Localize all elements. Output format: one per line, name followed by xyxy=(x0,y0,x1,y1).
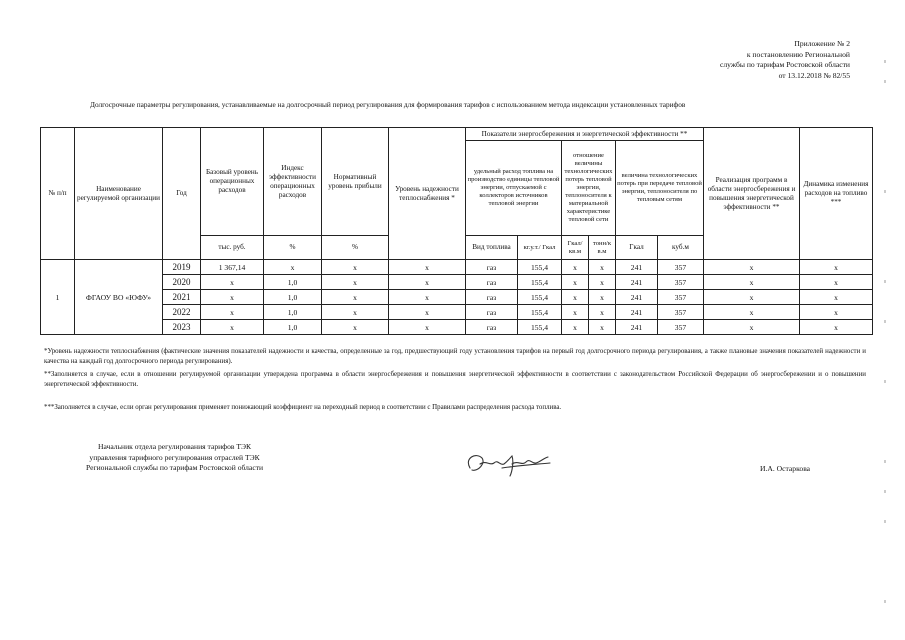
cell-base: х xyxy=(201,290,264,305)
cell-reliability: х xyxy=(389,320,466,335)
signatory-line: Региональной службы по тарифам Ростовской области xyxy=(86,463,264,473)
cell-reliability: х xyxy=(389,290,466,305)
cell-profit: х xyxy=(322,260,389,275)
cell-fuel: 155,4 xyxy=(518,260,562,275)
cell-ratio-gcal: х xyxy=(562,305,589,320)
cell-program: х xyxy=(704,320,800,335)
cell-ratio-ton: х xyxy=(589,305,616,320)
header-fuel-consumption: удельный расход топлива на производство единицы тепловой энергии, отпускаемой с коллекторов источников тепловой энергии xyxy=(466,141,562,236)
signatory-line: Начальник отдела регулирования тарифов ТЭК xyxy=(97,442,252,451)
cell-fuel: 155,4 xyxy=(518,290,562,305)
header-fuel-dynamics: Динамика изменения расходов на топливо *** xyxy=(800,128,873,260)
appendix-line: к постановлению Региональной xyxy=(746,49,850,59)
cell-program: х xyxy=(704,290,800,305)
cell-ratio-ton: х xyxy=(589,320,616,335)
cell-loss-gcal: 241 xyxy=(616,260,658,275)
org-number: 1 xyxy=(41,260,75,335)
appendix-line: Приложение № 2 xyxy=(794,39,850,48)
header-year: Год xyxy=(163,128,201,260)
unit-fuel: кг.у.т./ Гкал xyxy=(518,236,562,260)
header-efficiency-index: Индекс эффективности операционных расходов xyxy=(264,128,322,236)
cell-ratio-gcal: х xyxy=(562,320,589,335)
cell-loss-m3: 357 xyxy=(658,305,704,320)
cell-index: 1,0 xyxy=(264,290,322,305)
cell-base: 1 367,14 xyxy=(201,260,264,275)
cell-loss-gcal: 241 xyxy=(616,290,658,305)
header-loss-ratio: отношение величины технологических потерь тепловой энергии, теплоносителя к материальной характеристике тепловой сети xyxy=(562,141,616,236)
header-num: № п/п xyxy=(41,128,75,260)
cell-fuel-type: газ xyxy=(466,260,518,275)
parameters-table xyxy=(40,127,873,335)
cell-profit: х xyxy=(322,305,389,320)
header-org: Наименование регулируемой организации xyxy=(75,128,163,260)
unit-loss-gcal: Гкал xyxy=(616,236,658,260)
cell-loss-gcal: 241 xyxy=(616,320,658,335)
unit-loss-m3: куб.м xyxy=(658,236,704,260)
cell-loss-m3: 357 xyxy=(658,320,704,335)
cell-index: 1,0 xyxy=(264,275,322,290)
table-row xyxy=(41,320,873,335)
cell-index: 1,0 xyxy=(264,320,322,335)
cell-fuel-type: газ xyxy=(466,320,518,335)
cell-index: х xyxy=(264,260,322,275)
cell-reliability: х xyxy=(389,275,466,290)
cell-index: 1,0 xyxy=(264,305,322,320)
unit-ratio-gcal: Гкал/ кв.м xyxy=(562,236,589,260)
signatory-name: И.А. Остаркова xyxy=(760,464,811,473)
cell-loss-gcal: 241 xyxy=(616,275,658,290)
cell-ratio-gcal: х xyxy=(562,290,589,305)
signatory-line: управления тарифного регулирования отраслей ТЭК xyxy=(89,452,260,462)
cell-loss-gcal: 241 xyxy=(616,305,658,320)
header-energy-group: Показатели энергосбережения и энергетической эффективности ** xyxy=(466,128,704,141)
unit-ratio-ton: тонн/к в.м xyxy=(589,236,616,260)
cell-dynamics: х xyxy=(800,290,873,305)
cell-year: 2022 xyxy=(163,305,201,320)
org-name: ФГАОУ ВО «ЮФУ» xyxy=(75,260,163,335)
table-row xyxy=(41,290,873,305)
footnote-reliability: *Уровень надежности теплоснабжения (фактические значения показателей надежности и качества, определенные за год, предшествующий году установления тарифов на первый год долгосрочного периода регулирования, а также плановые значения показателей надежности и качества на каждый год долгосрочного периода регулирования). xyxy=(44,348,866,365)
cell-profit: х xyxy=(322,290,389,305)
cell-fuel: 155,4 xyxy=(518,305,562,320)
cell-base: х xyxy=(201,305,264,320)
cell-year: 2019 xyxy=(163,260,201,275)
signatory-position xyxy=(86,442,263,474)
cell-dynamics: х xyxy=(800,260,873,275)
scan-margin-marks xyxy=(880,20,890,620)
cell-fuel-type: газ xyxy=(466,305,518,320)
unit-index: % xyxy=(264,236,322,260)
cell-year: 2023 xyxy=(163,320,201,335)
header-reliability: Уровень надежности теплоснабжения * xyxy=(389,128,466,260)
cell-dynamics: х xyxy=(800,305,873,320)
cell-base: х xyxy=(201,320,264,335)
cell-dynamics: х xyxy=(800,275,873,290)
header-base-costs: Базовый уровень операционных расходов xyxy=(201,128,264,236)
cell-fuel-type: газ xyxy=(466,290,518,305)
cell-ratio-gcal: х xyxy=(562,260,589,275)
footnote-energy-program: **Заполняется в случае, если в отношении регулируемой организации утверждена программа в области энергосбережения и повышения энергетической эффективности в соответствии с законодательством Российской Федерации об энергосбережении и о повышении энергетической эффективности. xyxy=(44,371,866,388)
cell-ratio-ton: х xyxy=(589,260,616,275)
header-loss-value: величина технологических потерь при передаче тепловой энергии, теплоносителя по тепловым сетям xyxy=(616,141,704,236)
cell-fuel: 155,4 xyxy=(518,320,562,335)
cell-base: х xyxy=(201,275,264,290)
header-profit-level: Нормативный уровень прибыли xyxy=(322,128,389,236)
appendix-header xyxy=(720,39,850,81)
cell-year: 2020 xyxy=(163,275,201,290)
unit-fuel-type: Вид топлива xyxy=(466,236,518,260)
table-row xyxy=(41,260,873,275)
table-row xyxy=(41,275,873,290)
appendix-line: от 13.12.2018 № 82/55 xyxy=(778,70,850,80)
cell-loss-m3: 357 xyxy=(658,275,704,290)
table-row xyxy=(41,305,873,320)
cell-loss-m3: 357 xyxy=(658,260,704,275)
header-program: Реализация программ в области энергосбережения и повышения энергетической эффективности ** xyxy=(704,128,800,260)
cell-program: х xyxy=(704,260,800,275)
unit-profit: % xyxy=(322,236,389,260)
cell-fuel: 155,4 xyxy=(518,275,562,290)
cell-reliability: х xyxy=(389,260,466,275)
cell-program: х xyxy=(704,305,800,320)
cell-profit: х xyxy=(322,320,389,335)
cell-ratio-gcal: х xyxy=(562,275,589,290)
handwritten-signature xyxy=(462,446,554,482)
cell-ratio-ton: х xyxy=(589,275,616,290)
cell-ratio-ton: х xyxy=(589,290,616,305)
cell-dynamics: х xyxy=(800,320,873,335)
cell-program: х xyxy=(704,275,800,290)
cell-loss-m3: 357 xyxy=(658,290,704,305)
cell-fuel-type: газ xyxy=(466,275,518,290)
cell-reliability: х xyxy=(389,305,466,320)
cell-year: 2021 xyxy=(163,290,201,305)
footnote-fuel-dynamics: ***Заполняется в случае, если орган регулирования применяет понижающий коэффициент на переходный период в соответствии с Правилами распределения расхода топлива. xyxy=(44,404,562,411)
unit-base: тыс. руб. xyxy=(201,236,264,260)
appendix-line: службы по тарифам Ростовской области xyxy=(719,60,850,70)
cell-profit: х xyxy=(322,275,389,290)
document-title: Долгосрочные параметры регулирования, устанавливаемые на долгосрочный период регулирования для формирования тарифов с использованием метода индексации установленных тарифов xyxy=(90,100,686,109)
